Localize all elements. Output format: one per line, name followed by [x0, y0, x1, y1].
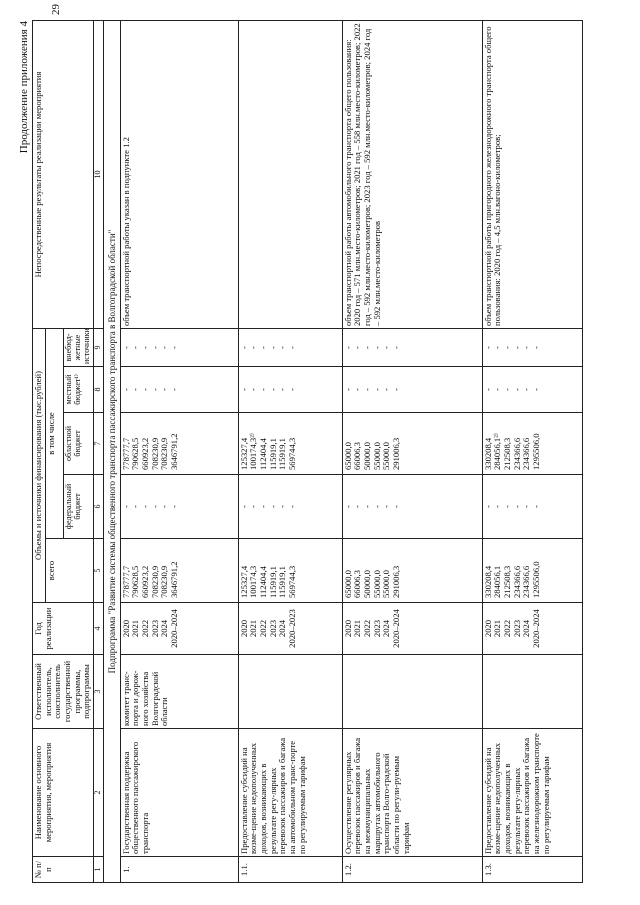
- header-num: № п/п: [33, 857, 94, 883]
- row-results: объем транспортной работы указан в подпункте 1.2: [120, 20, 238, 328]
- row-extra: - - - - - -: [238, 328, 342, 366]
- row-federal: - - - - - -: [120, 475, 238, 539]
- header-funding: Объемы и источники финансирования (тыс.рублей): [33, 328, 46, 602]
- table-row: [482, 20, 582, 882]
- column-number: 6: [93, 475, 103, 539]
- row-years: 2020 2021 2022 2023 2024 2020–2023: [238, 603, 342, 655]
- header-extra: внебюд- жетные источники: [63, 328, 93, 366]
- row-name: Предоставление субсидий на возме-щение недополученных доходов, возникающих в результате регу-лярных перевозок пассажиров и багажа на автомобильном транс-порте по регулируемым тарифам: [238, 729, 342, 857]
- row-regional: 65000,0 66006,3 50000,0 55000,0 55000,0 291006,3: [342, 413, 482, 475]
- row-name: Государственная поддержка общественного пассажирского транспорта: [120, 729, 238, 857]
- column-number: 5: [93, 539, 103, 603]
- row-federal: - - - - - -: [238, 475, 342, 539]
- row-responsible: [342, 655, 482, 729]
- row-federal: - - - - - -: [482, 475, 582, 539]
- row-extra: - - - - - -: [482, 328, 582, 366]
- row-responsible: [238, 655, 342, 729]
- row-total: 125327,4 100174,3 112404,4 115919,1 115919,1 569744,3: [238, 539, 342, 603]
- row-extra: - - - - - -: [342, 328, 482, 366]
- header-results: Непосредственные результаты реализации мероприятия: [33, 20, 94, 328]
- row-years: 2020 2021 2022 2023 2024 2020–2024: [482, 603, 582, 655]
- row-num: 1.1.: [238, 857, 342, 883]
- row-years: 2020 2021 2022 2023 2024 2020–2024: [120, 603, 238, 655]
- row-total: 65000,0 66006,3 50000,0 55000,0 55000,0 291006,3: [342, 539, 482, 603]
- row-local: - - - - - -: [482, 367, 582, 413]
- header-name: Наименование основного мероприятия, мероприятия: [33, 729, 94, 857]
- program-table: [32, 20, 583, 883]
- column-number: 7: [93, 413, 103, 475]
- table-row: [342, 20, 482, 882]
- row-results: объем транспортной работы пригородного железнодорожного транспорта общего пользования: 2020 год – 4,5 млн.вагоно-километров;: [482, 20, 582, 328]
- row-responsible: комитет транс-порта и дорож-ного хозяйства Волгоградской области: [120, 655, 238, 729]
- row-federal: - - - - - -: [342, 475, 482, 539]
- header-regional: областной бюджет: [63, 413, 93, 475]
- column-number: 9: [93, 328, 103, 366]
- column-number: 10: [93, 20, 103, 328]
- column-number: 1: [93, 857, 103, 883]
- column-number: 8: [93, 367, 103, 413]
- row-num: 1.: [120, 857, 238, 883]
- column-number: 4: [93, 603, 103, 655]
- page-number: 29: [50, 4, 62, 15]
- subprogram-title: Подпрограмма "Развитие системы общественного транспорта пассажирского транспорта в Волгоградской области": [103, 20, 120, 882]
- table-row: [120, 20, 238, 882]
- column-number: 3: [93, 655, 103, 729]
- row-local: - - - - - -: [238, 367, 342, 413]
- row-total: 778777,7 790628,5 660923,2 708230,9 708230,9 3646791,2: [120, 539, 238, 603]
- rotated-sheet: [14, 13, 614, 893]
- header-responsible: Ответственный исполнитель, соисполнитель государственной программы, подпрограммы: [33, 655, 94, 729]
- row-responsible: [482, 655, 582, 729]
- header-local: местный бюджет¹⁾: [63, 367, 93, 413]
- header-year: Год реализации: [33, 603, 94, 655]
- row-regional: 125327,4 100174,3²⁾ 112404,4 115919,1 115919,1 569744,3: [238, 413, 342, 475]
- row-results: [238, 20, 342, 328]
- row-results: объем транспортной работы автомобильного транспорта общего пользования: 2020 год – 571 млн.место-километров; 2021 год – 558 млн.место-километров; 2022 год – 592 млн.место-километров; 2023 год – 592 млн.место-километров; 2024 год – 592 млн.место-километров: [342, 20, 482, 328]
- row-regional: 330208,4 284056,1²⁾ 212508,3 234366,6 234366,6 1295506,0: [482, 413, 582, 475]
- annex-label: Продолжение приложения 4: [18, 21, 30, 154]
- column-number: 2: [93, 729, 103, 857]
- table-row: [238, 20, 342, 882]
- row-extra: - - - - - -: [120, 328, 238, 366]
- row-years: 2020 2021 2022 2023 2024 2020–2024: [342, 603, 482, 655]
- row-name: Предоставление субсидий на возме-щение недополученных доходов, возникающих в результате регу-лярных перевозок пассажиров и багажа на железнодорожном транспорте по регулируемым тарифам: [482, 729, 582, 857]
- row-num: 1.2.: [342, 857, 482, 883]
- header-federal: федеральный бюджет: [63, 475, 93, 539]
- header-total: всего: [45, 539, 93, 603]
- row-total: 330208,4 284056,1 212508,3 234366,6 234366,6 1295506,0: [482, 539, 582, 603]
- row-num: 1.3.: [482, 857, 582, 883]
- row-local: - - - - - -: [342, 367, 482, 413]
- header-including: в том числе: [45, 328, 63, 538]
- row-name: Осуществление регулярных перевозок пассажиров и багажа на межмуниципальных маршрутах автомобильного транспорта Волго-градской области по регули-руемым тарифам: [342, 729, 482, 857]
- row-regional: 778777,7 790628,5 660923,2 708230,9 708230,9 3646791,2: [120, 413, 238, 475]
- row-local: - - - - - -: [120, 367, 238, 413]
